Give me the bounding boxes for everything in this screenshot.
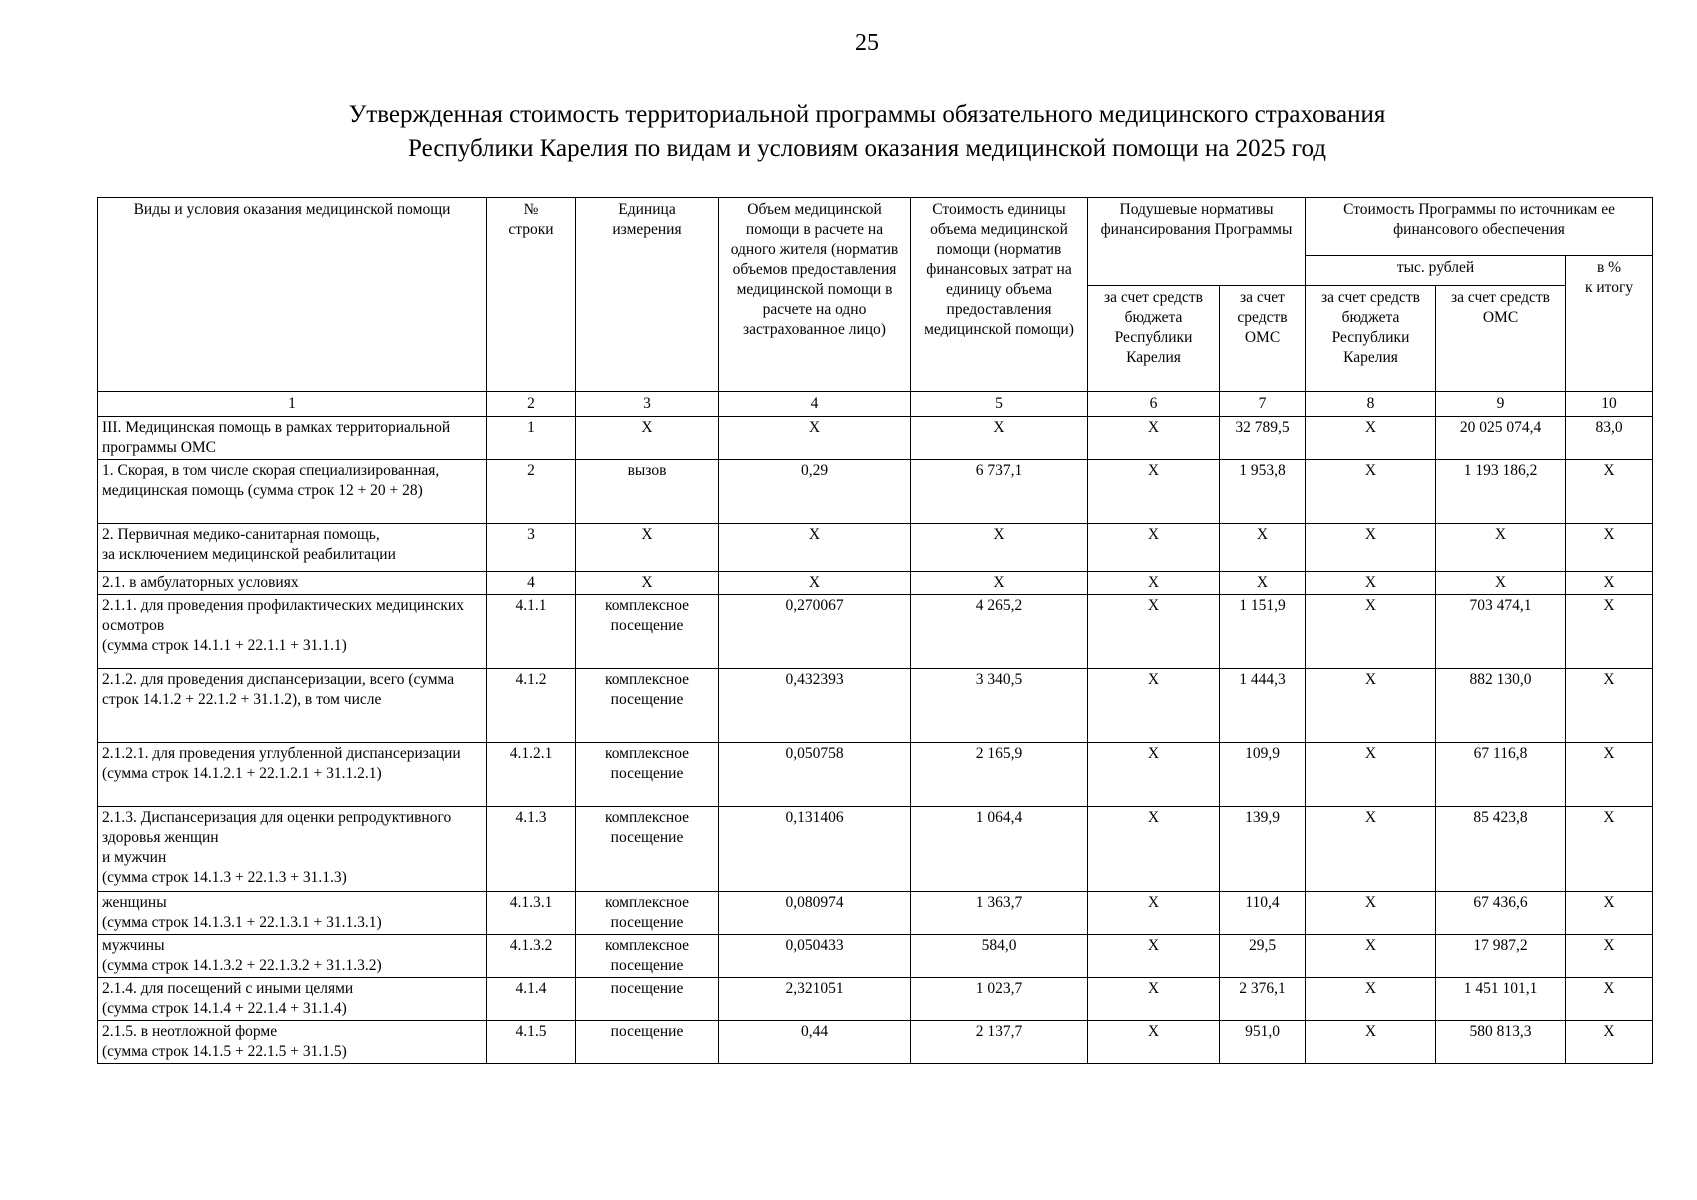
volume-cell: 0,050433	[719, 935, 911, 978]
oms-cost-cell: X	[1436, 524, 1566, 572]
type-cell: 2.1.2. для проведения диспансеризации, всего (сумма строк 14.1.2 + 22.1.2 + 31.1.2), в том числе	[98, 669, 487, 743]
header-percent: в % к итогу	[1566, 256, 1653, 392]
type-cell: 2. Первичная медико-санитарная помощь, за исключением медицинской реабилитации	[98, 524, 487, 572]
budget-rk-per-capita-cell: X	[1088, 743, 1220, 807]
type-cell: 2.1. в амбулаторных условиях	[98, 572, 487, 595]
percent-cell: X	[1566, 743, 1653, 807]
budget-rk-per-capita-cell: X	[1088, 417, 1220, 460]
oms-cost-cell: 882 130,0	[1436, 669, 1566, 743]
unit-cell: комплексное посещение	[576, 743, 719, 807]
table-row	[98, 417, 1653, 460]
budget-rk-cost-cell: X	[1306, 524, 1436, 572]
row-number-cell: 1	[487, 417, 576, 460]
unit-cost-cell: 3 340,5	[911, 669, 1088, 743]
table-row	[98, 1021, 1653, 1064]
oms-cost-cell: 20 025 074,4	[1436, 417, 1566, 460]
unit-cell: комплексное посещение	[576, 935, 719, 978]
oms-per-capita-cell: 109,9	[1220, 743, 1306, 807]
unit-cost-cell: 584,0	[911, 935, 1088, 978]
type-cell: 2.1.2.1. для проведения углубленной диспансеризации (сумма строк 14.1.2.1 + 22.1.2.1 + 31.1.2.1)	[98, 743, 487, 807]
page-number: 25	[855, 30, 879, 56]
col-number: 6	[1088, 392, 1220, 417]
header-budget-rk-cost: за счет средств бюджета Республики Карелия	[1306, 286, 1436, 392]
oms-cost-cell: 85 423,8	[1436, 807, 1566, 892]
budget-rk-cost-cell: X	[1306, 669, 1436, 743]
header-per-capita: Подушевые нормативы финансирования Программы	[1088, 198, 1306, 286]
oms-cost-cell: 17 987,2	[1436, 935, 1566, 978]
unit-cell: комплексное посещение	[576, 892, 719, 935]
col-number: 8	[1306, 392, 1436, 417]
row-number-cell: 4.1.5	[487, 1021, 576, 1064]
percent-cell: X	[1566, 892, 1653, 935]
volume-cell: 0,050758	[719, 743, 911, 807]
row-number-cell: 3	[487, 524, 576, 572]
percent-cell: X	[1566, 572, 1653, 595]
col-number: 1	[98, 392, 487, 417]
unit-cell: комплексное посещение	[576, 807, 719, 892]
budget-rk-per-capita-cell: X	[1088, 460, 1220, 524]
oms-cost-cell: 1 451 101,1	[1436, 978, 1566, 1021]
unit-cost-cell: X	[911, 572, 1088, 595]
budget-rk-cost-cell: X	[1306, 417, 1436, 460]
col-number: 10	[1566, 392, 1653, 417]
volume-cell: 0,080974	[719, 892, 911, 935]
oms-per-capita-cell: 32 789,5	[1220, 417, 1306, 460]
unit-cell: X	[576, 417, 719, 460]
budget-rk-cost-cell: X	[1306, 1021, 1436, 1064]
header-oms-per-capita: за счет средств ОМС	[1220, 286, 1306, 392]
row-number-cell: 4.1.2.1	[487, 743, 576, 807]
oms-per-capita-cell: 139,9	[1220, 807, 1306, 892]
row-number-cell: 4.1.2	[487, 669, 576, 743]
column-number-row	[98, 392, 1653, 417]
unit-cost-cell: X	[911, 417, 1088, 460]
header-types: Виды и условия оказания медицинской помощи	[98, 198, 487, 392]
budget-rk-per-capita-cell: X	[1088, 807, 1220, 892]
budget-rk-per-capita-cell: X	[1088, 978, 1220, 1021]
oms-per-capita-cell: 29,5	[1220, 935, 1306, 978]
budget-rk-cost-cell: X	[1306, 460, 1436, 524]
percent-cell: 83,0	[1566, 417, 1653, 460]
col-number: 3	[576, 392, 719, 417]
oms-cost-cell: 67 436,6	[1436, 892, 1566, 935]
unit-cell: комплексное посещение	[576, 669, 719, 743]
volume-cell: 0,29	[719, 460, 911, 524]
percent-cell: X	[1566, 935, 1653, 978]
percent-cell: X	[1566, 978, 1653, 1021]
table-row	[98, 460, 1653, 524]
unit-cell: посещение	[576, 1021, 719, 1064]
oms-cost-cell: 67 116,8	[1436, 743, 1566, 807]
budget-rk-cost-cell: X	[1306, 595, 1436, 669]
budget-rk-per-capita-cell: X	[1088, 524, 1220, 572]
type-cell: женщины (сумма строк 14.1.3.1 + 22.1.3.1 + 31.1.3.1)	[98, 892, 487, 935]
row-number-cell: 4.1.3	[487, 807, 576, 892]
table-row	[98, 595, 1653, 669]
table-row	[98, 892, 1653, 935]
col-number: 9	[1436, 392, 1566, 417]
title-line-2: Республики Карелия по видам и условиям оказания медицинской помощи на 2025 год	[408, 135, 1326, 162]
row-number-cell: 4.1.4	[487, 978, 576, 1021]
oms-cost-cell: 580 813,3	[1436, 1021, 1566, 1064]
unit-cost-cell: 1 363,7	[911, 892, 1088, 935]
row-number-cell: 4.1.3.1	[487, 892, 576, 935]
unit-cost-cell: 2 165,9	[911, 743, 1088, 807]
volume-cell: 0,131406	[719, 807, 911, 892]
budget-rk-cost-cell: X	[1306, 935, 1436, 978]
volume-cell: 0,270067	[719, 595, 911, 669]
budget-rk-per-capita-cell: X	[1088, 935, 1220, 978]
oms-per-capita-cell: 951,0	[1220, 1021, 1306, 1064]
percent-cell: X	[1566, 669, 1653, 743]
type-cell: 2.1.4. для посещений с иными целями (сумма строк 14.1.4 + 22.1.4 + 31.1.4)	[98, 978, 487, 1021]
table-row	[98, 669, 1653, 743]
oms-cost-cell: 1 193 186,2	[1436, 460, 1566, 524]
volume-cell: 0,44	[719, 1021, 911, 1064]
oms-per-capita-cell: 1 444,3	[1220, 669, 1306, 743]
budget-rk-cost-cell: X	[1306, 892, 1436, 935]
col-number: 5	[911, 392, 1088, 417]
table-row	[98, 743, 1653, 807]
budget-rk-cost-cell: X	[1306, 572, 1436, 595]
oms-per-capita-cell: X	[1220, 572, 1306, 595]
percent-cell: X	[1566, 524, 1653, 572]
volume-cell: 2,321051	[719, 978, 911, 1021]
volume-cell: X	[719, 572, 911, 595]
cost-table	[97, 197, 1653, 1064]
percent-cell: X	[1566, 1021, 1653, 1064]
row-number-cell: 4.1.1	[487, 595, 576, 669]
volume-cell: X	[719, 417, 911, 460]
oms-cost-cell: X	[1436, 572, 1566, 595]
budget-rk-per-capita-cell: X	[1088, 669, 1220, 743]
document-title	[0, 98, 1697, 166]
type-cell: 2.1.5. в неотложной форме (сумма строк 14.1.5 + 22.1.5 + 31.1.5)	[98, 1021, 487, 1064]
table-row	[98, 935, 1653, 978]
header-row-number: № строки	[487, 198, 576, 392]
table-row	[98, 524, 1653, 572]
unit-cost-cell: 1 023,7	[911, 978, 1088, 1021]
volume-cell: X	[719, 524, 911, 572]
percent-cell: X	[1566, 595, 1653, 669]
row-number-cell: 4.1.3.2	[487, 935, 576, 978]
row-number-cell: 4	[487, 572, 576, 595]
budget-rk-cost-cell: X	[1306, 978, 1436, 1021]
header-unit-cost: Стоимость единицы объема медицинской помощи (норматив финансовых затрат на единицу объема предоставления медицинской помощи)	[911, 198, 1088, 392]
unit-cell: X	[576, 572, 719, 595]
header-thousand-rub: тыс. рублей	[1306, 256, 1566, 286]
oms-per-capita-cell: 1 151,9	[1220, 595, 1306, 669]
col-number: 4	[719, 392, 911, 417]
header-unit: Единица измерения	[576, 198, 719, 392]
col-number: 2	[487, 392, 576, 417]
oms-cost-cell: 703 474,1	[1436, 595, 1566, 669]
row-number-cell: 2	[487, 460, 576, 524]
unit-cost-cell: 6 737,1	[911, 460, 1088, 524]
header-volume: Объем медицинской помощи в расчете на одного жителя (норматив объемов предоставления медицинской помощи в расчете на одно застрахованное лицо)	[719, 198, 911, 392]
type-cell: мужчины (сумма строк 14.1.3.2 + 22.1.3.2 + 31.1.3.2)	[98, 935, 487, 978]
type-cell: 2.1.1. для проведения профилактических медицинских осмотров (сумма строк 14.1.1 + 22.1.1 + 31.1.1)	[98, 595, 487, 669]
type-cell: 1. Скорая, в том числе скорая специализированная, медицинская помощь (сумма строк 12 + 20 + 28)	[98, 460, 487, 524]
table-row	[98, 572, 1653, 595]
table-header	[98, 198, 1653, 417]
header-oms-cost: за счет средств ОМС	[1436, 286, 1566, 392]
budget-rk-per-capita-cell: X	[1088, 595, 1220, 669]
unit-cell: вызов	[576, 460, 719, 524]
col-number: 7	[1220, 392, 1306, 417]
oms-per-capita-cell: X	[1220, 524, 1306, 572]
oms-per-capita-cell: 2 376,1	[1220, 978, 1306, 1021]
type-cell: 2.1.3. Диспансеризация для оценки репродуктивного здоровья женщин и мужчин (сумма строк 14.1.3 + 22.1.3 + 31.1.3)	[98, 807, 487, 892]
percent-cell: X	[1566, 460, 1653, 524]
unit-cost-cell: 4 265,2	[911, 595, 1088, 669]
budget-rk-cost-cell: X	[1306, 743, 1436, 807]
unit-cost-cell: 1 064,4	[911, 807, 1088, 892]
header-budget-rk-per-capita: за счет средств бюджета Республики Карелия	[1088, 286, 1220, 392]
unit-cell: комплексное посещение	[576, 595, 719, 669]
header-program-cost: Стоимость Программы по источникам ее финансового обеспечения	[1306, 198, 1653, 256]
unit-cost-cell: X	[911, 524, 1088, 572]
unit-cell: X	[576, 524, 719, 572]
title-line-1: Утвержденная стоимость территориальной программы обязательного медицинского страхования	[348, 101, 1386, 128]
unit-cost-cell: 2 137,7	[911, 1021, 1088, 1064]
unit-cell: посещение	[576, 978, 719, 1021]
budget-rk-per-capita-cell: X	[1088, 572, 1220, 595]
percent-cell: X	[1566, 807, 1653, 892]
budget-rk-cost-cell: X	[1306, 807, 1436, 892]
table-row	[98, 807, 1653, 892]
oms-per-capita-cell: 1 953,8	[1220, 460, 1306, 524]
oms-per-capita-cell: 110,4	[1220, 892, 1306, 935]
budget-rk-per-capita-cell: X	[1088, 1021, 1220, 1064]
budget-rk-per-capita-cell: X	[1088, 892, 1220, 935]
table-body	[98, 417, 1653, 1064]
volume-cell: 0,432393	[719, 669, 911, 743]
table-row	[98, 978, 1653, 1021]
type-cell: III. Медицинская помощь в рамках территориальной программы ОМС	[98, 417, 487, 460]
